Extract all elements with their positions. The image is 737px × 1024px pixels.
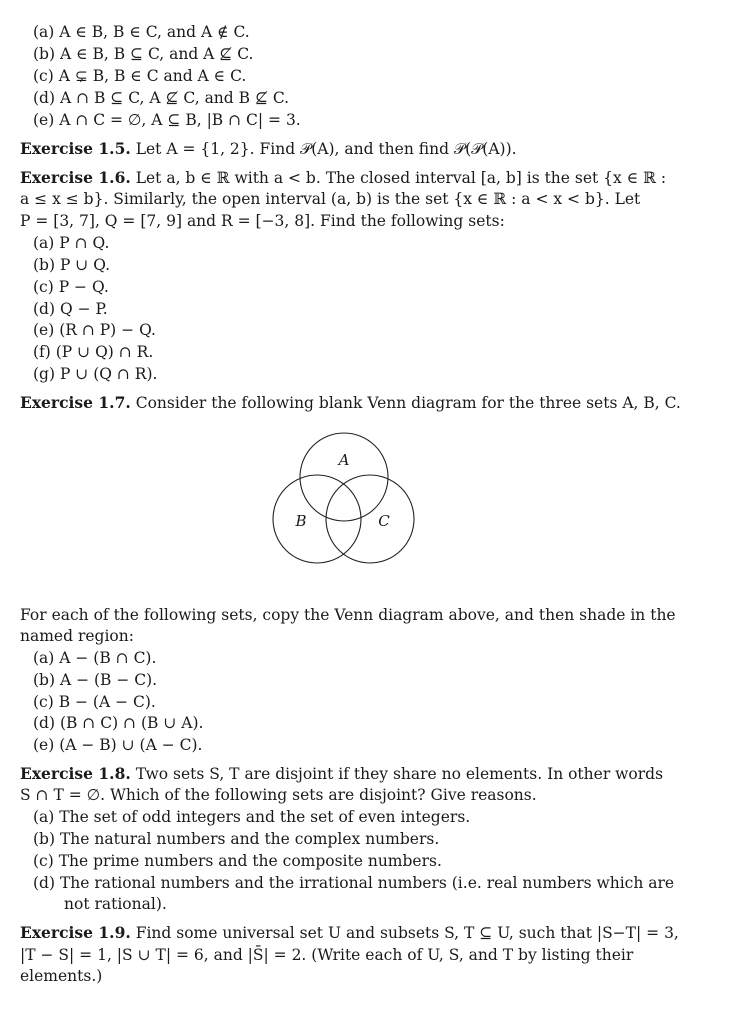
exercise-1-6-line-1 bbox=[20, 168, 666, 188]
exercise-1-7-item-c: (c) B − (A − C). bbox=[33, 693, 156, 711]
venn-circle-b bbox=[273, 475, 361, 563]
exercise-1-6-title: Exercise 1.6. bbox=[20, 168, 131, 187]
exercise-1-8-item-d: (d) The rational numbers and the irrational numbers (i.e. real numbers which are bbox=[33, 874, 675, 892]
exercise-1-7-title: Exercise 1.7. bbox=[20, 393, 131, 412]
venn-circle-c bbox=[326, 475, 414, 563]
prev-item-d: (d) A ∩ B ⊆ C, A ⊈ C, and B ⊈ C. bbox=[33, 89, 290, 107]
exercise-1-6-item-f: (f) (P ∪ Q) ∩ R. bbox=[33, 343, 154, 361]
exercise-1-5-text: Let A = {1, 2}. Find 𝒫(A), and then find 𝒫(𝒫(A)). bbox=[135, 140, 517, 158]
exercise-1-8-item-b: (b) The natural numbers and the complex numbers. bbox=[33, 830, 440, 848]
exercise-1-7-text: Consider the following blank Venn diagram for the three sets A, B, C. bbox=[135, 394, 681, 412]
exercise-1-6-line-3: P = [3, 7], Q = [7, 9] and R = [−3, 8]. Find the following sets: bbox=[20, 212, 505, 230]
exercise-1-6-line-2: a ≤ x ≤ b}. Similarly, the open interval (a, b) is the set {x ∈ ℝ : a < x < b}. Let bbox=[20, 190, 641, 208]
exercise-1-8-line-1 bbox=[20, 764, 663, 784]
venn-circle-a bbox=[300, 433, 388, 521]
exercise-1-6-item-a: (a) P ∩ Q. bbox=[33, 234, 110, 252]
venn-label-a: A bbox=[338, 451, 350, 469]
exercise-1-8-text-1: Two sets S, T are disjoint if they share no elements. In other words bbox=[135, 765, 664, 783]
exercise-1-6-item-g: (g) P ∪ (Q ∩ R). bbox=[33, 365, 158, 383]
exercise-1-6-item-b: (b) P ∪ Q. bbox=[33, 256, 111, 274]
venn-label-b: B bbox=[295, 512, 307, 530]
exercise-1-6-item-d: (d) Q − P. bbox=[33, 300, 108, 318]
exercise-1-8-line-2: S ∩ T = ∅. Which of the following sets are disjoint? Give reasons. bbox=[20, 786, 537, 804]
exercise-1-7-instruction-2: named region: bbox=[20, 627, 134, 645]
exercise-1-7-item-a: (a) A − (B ∩ C). bbox=[33, 649, 157, 667]
exercise-1-8-item-a: (a) The set of odd integers and the set of even integers. bbox=[33, 808, 471, 826]
exercise-1-5-title: Exercise 1.5. bbox=[20, 139, 131, 158]
venn-label-c: C bbox=[378, 512, 390, 530]
prev-item-a: (a) A ∈ B, B ∈ C, and A ∉ C. bbox=[33, 23, 250, 41]
exercise-1-5 bbox=[20, 139, 517, 159]
exercise-1-9-text-1: Find some universal set U and subsets S, T ⊆ U, such that |S−T| = 3, bbox=[135, 924, 679, 942]
exercise-1-8-item-d-cont: not rational). bbox=[64, 895, 167, 913]
exercise-1-9-line-1 bbox=[20, 923, 679, 943]
exercise-1-6-item-e: (e) (R ∩ P) − Q. bbox=[33, 321, 156, 339]
exercise-1-6-item-c: (c) P − Q. bbox=[33, 278, 109, 296]
exercise-1-7-instruction-1: For each of the following sets, copy the Venn diagram above, and then shade in the bbox=[20, 606, 676, 624]
exercise-1-7-item-d: (d) (B ∩ C) ∩ (B ∪ A). bbox=[33, 714, 204, 732]
exercise-1-7-item-b: (b) A − (B − C). bbox=[33, 671, 158, 689]
exercise-1-8-item-c: (c) The prime numbers and the composite numbers. bbox=[33, 852, 442, 870]
prev-item-c: (c) A ⊊ B, B ∈ C and A ∈ C. bbox=[33, 67, 247, 85]
exercise-1-9-line-3: elements.) bbox=[20, 967, 103, 985]
exercise-1-7 bbox=[20, 393, 681, 413]
exercise-1-9-title: Exercise 1.9. bbox=[20, 923, 131, 942]
prev-item-e: (e) A ∩ C = ∅, A ⊆ B, |B ∩ C| = 3. bbox=[33, 111, 301, 129]
prev-item-b: (b) A ∈ B, B ⊆ C, and A ⊈ C. bbox=[33, 45, 254, 63]
venn-diagram bbox=[265, 420, 425, 570]
exercise-1-6-text-1: Let a, b ∈ ℝ with a < b. The closed interval [a, b] is the set {x ∈ ℝ : bbox=[135, 169, 667, 187]
exercise-1-8-title: Exercise 1.8. bbox=[20, 764, 131, 783]
exercise-1-9-line-2: |T − S| = 1, |S ∪ T| = 6, and |S̄| = 2. (Write each of U, S, and T by listing their bbox=[20, 946, 634, 964]
exercise-1-7-item-e: (e) (A − B) ∪ (A − C). bbox=[33, 736, 203, 754]
